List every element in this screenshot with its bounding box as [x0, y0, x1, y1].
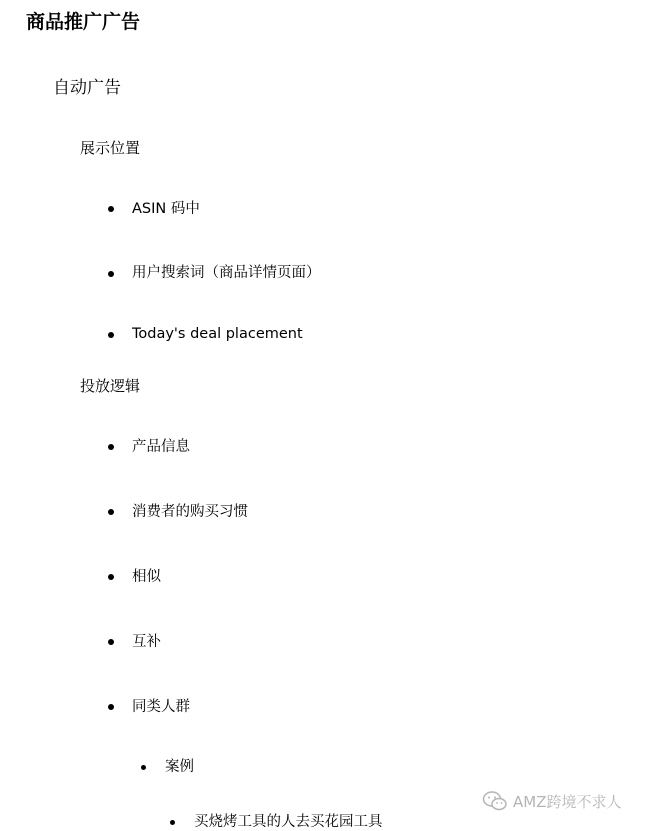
bullet — [108, 271, 114, 277]
list-item: 消费者的购买习惯 — [132, 504, 248, 520]
list-item: Today's deal placement — [132, 326, 303, 342]
bullet — [108, 704, 114, 710]
list-item: 同类人群 — [132, 699, 190, 715]
bullet — [141, 765, 146, 770]
bullet — [108, 206, 114, 212]
list-item: 用户搜索词（商品详情页面） — [132, 265, 321, 281]
display-heading: 展示位置 — [80, 139, 141, 157]
nested-list-item: 案例 — [165, 759, 194, 775]
bullet — [108, 574, 114, 580]
page-title: 商品推广广告 — [26, 11, 141, 33]
watermark — [482, 790, 621, 812]
wechat-icon — [482, 790, 508, 812]
list-item: 相似 — [132, 569, 161, 585]
bullet — [108, 509, 114, 515]
nested-list-item: 买烧烤工具的人去买花园工具 — [194, 814, 383, 830]
bullet — [108, 332, 114, 338]
bullet — [108, 444, 114, 450]
section-heading: 自动广告 — [53, 78, 121, 98]
bullet — [108, 639, 114, 645]
list-item: 互补 — [132, 634, 161, 650]
list-item: ASIN 码中 — [132, 201, 200, 217]
bullet — [170, 820, 175, 825]
watermark-text: AMZ跨境不求人 — [513, 792, 622, 811]
list-item: 产品信息 — [132, 439, 190, 455]
logic-heading: 投放逻辑 — [80, 377, 141, 395]
